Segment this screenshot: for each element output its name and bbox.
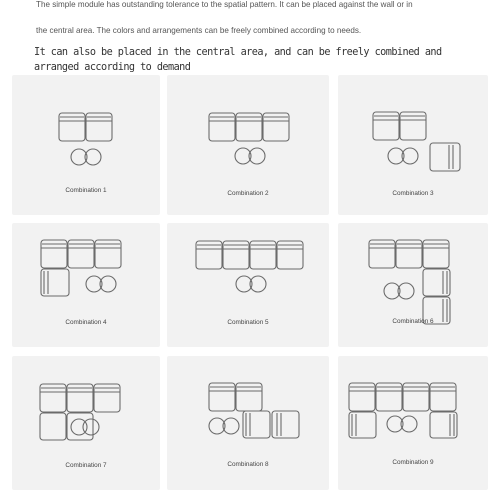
combination-label: Combination 4 [65, 319, 107, 326]
combination-8-diagram [167, 356, 329, 490]
coffee-table-pair [388, 148, 418, 164]
sofa-module [94, 384, 120, 412]
coffee-table-pair [387, 416, 417, 432]
combination-card-6 [338, 223, 488, 347]
combination-label: Combination 3 [392, 190, 434, 197]
combination-label: Combination 5 [227, 319, 269, 326]
sofa-module [400, 112, 426, 140]
sofa-module [86, 113, 112, 141]
combination-card-4 [12, 223, 160, 347]
sofa-module [373, 112, 399, 140]
sofa-module [223, 241, 249, 269]
combination-card-1 [12, 75, 160, 215]
combination-label: Combination 2 [227, 190, 269, 197]
combination-card-2 [167, 75, 329, 215]
intro-highlight-line-2: arranged according to demand [34, 61, 191, 73]
sofa-module [423, 240, 449, 268]
sofa-module [59, 113, 85, 141]
combination-label: Combination 1 [65, 187, 107, 194]
coffee-table-pair [71, 149, 101, 165]
combination-9-diagram [338, 356, 488, 490]
combination-4-diagram [12, 223, 160, 347]
intro-line-1: The simple module has outstanding tolerance to the spatial pattern. It can be placed against the wall or in [36, 0, 413, 9]
combination-5-diagram [167, 223, 329, 347]
combination-label: Combination 9 [392, 459, 434, 466]
combination-card-3 [338, 75, 488, 215]
combination-label: Combination 6 [392, 318, 434, 325]
sofa-module [209, 383, 235, 411]
coffee-table-pair [236, 276, 266, 292]
sofa-module [250, 241, 276, 269]
coffee-table-pair [71, 419, 99, 435]
combination-card-7 [12, 356, 160, 490]
coffee-table-pair [209, 418, 239, 434]
combination-6-diagram [338, 223, 488, 347]
intro-highlight [34, 46, 474, 76]
chaise-module [349, 412, 376, 438]
sofa-module [403, 383, 429, 411]
sofa-module [263, 113, 289, 141]
chaise-module [430, 412, 457, 438]
sofa-module [68, 240, 94, 268]
ottoman-module [40, 413, 66, 440]
sofa-module [67, 384, 93, 412]
chaise-module [423, 269, 450, 296]
sofa-module [196, 241, 222, 269]
sofa-module [349, 383, 375, 411]
sofa-module [41, 240, 67, 268]
combination-card-9 [338, 356, 488, 490]
sofa-module [369, 240, 395, 268]
combination-label: Combination 7 [65, 462, 107, 469]
combination-7-diagram [12, 356, 160, 490]
chaise-module [272, 411, 299, 438]
combination-card-5 [167, 223, 329, 347]
combination-label: Combination 8 [227, 461, 269, 468]
sofa-module [396, 240, 422, 268]
sofa-module [236, 113, 262, 141]
sofa-module [236, 383, 262, 411]
sofa-module [376, 383, 402, 411]
coffee-table-pair [384, 283, 414, 299]
intro-line-2: the central area. The colors and arrangements can be freely combined according to needs. [36, 26, 362, 35]
coffee-table-pair [86, 276, 116, 292]
sofa-module [95, 240, 121, 268]
sofa-module [277, 241, 303, 269]
combination-card-8 [167, 356, 329, 490]
sofa-module [209, 113, 235, 141]
intro-highlight-line-1: It can also be placed in the central area, and can be freely combined and [34, 47, 442, 58]
chaise-module [243, 411, 270, 438]
chaise-module [41, 269, 69, 296]
coffee-table-pair [235, 148, 265, 164]
sofa-module [430, 383, 456, 411]
ottoman-module [430, 143, 460, 171]
sofa-module [40, 384, 66, 412]
